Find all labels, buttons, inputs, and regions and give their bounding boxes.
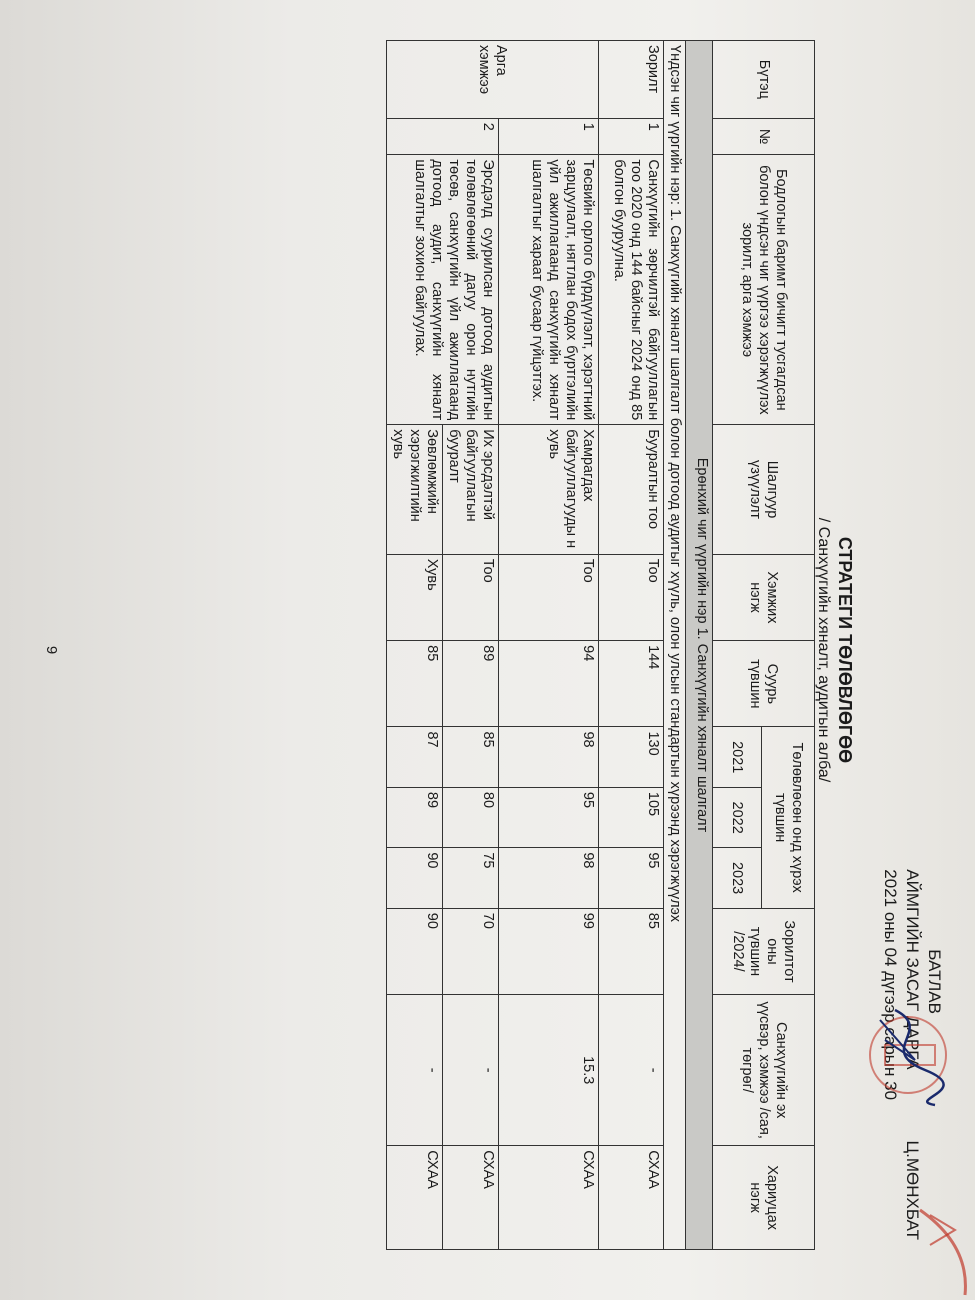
cell-baseline: 144 — [599, 641, 664, 727]
cell-finance: 15.3 — [499, 995, 599, 1146]
page-number: 9 — [43, 645, 60, 655]
page-subtitle: / Санхүүгийн хяналт, аудитын алба/ — [815, 517, 832, 783]
cell-structure: Зорилт — [599, 41, 664, 119]
col-responsible: Хариуцах нэгж — [713, 1146, 815, 1250]
cell-finance: - — [599, 995, 664, 1146]
cell-text: Эрсдэлд суурилсан дотоод аудитын төлөвлөгөөний дагуу орон нутгийн төсөв, санхүүгийн үйл ажиллагаанд дотоод аудит, санхүүгийн хяналт шалгалтыг зохион байгуулах. — [387, 155, 499, 425]
col-indicator: Шалгуур үзүүлэлт — [713, 425, 815, 555]
cell-2021: 98 — [499, 727, 599, 787]
cell-2022: 89 — [387, 787, 443, 847]
approve-label: БАТЛАВ — [925, 949, 944, 1014]
cell-baseline: 85 — [387, 641, 443, 727]
cell-text: Санхүүгийн зөрчилтэй байгууллагын тоо 2020 онд 144 байсныг 2024 онд 85 болгон бууруулна. — [599, 155, 664, 425]
cell-2023: 98 — [499, 848, 599, 908]
cell-no: 2 — [387, 118, 499, 155]
signature-seal-icon — [860, 1000, 955, 1110]
cell-target: 99 — [499, 908, 599, 994]
cell-2023: 90 — [387, 848, 443, 908]
col-baseline: Суурь түвшин — [713, 641, 815, 727]
col-structure: Бүтэц — [713, 41, 815, 119]
cell-2022: 105 — [599, 787, 664, 847]
cell-responsible: СХАА — [443, 1146, 499, 1250]
cell-2022: 80 — [443, 787, 499, 847]
col-2022: 2022 — [713, 787, 762, 847]
col-2023: 2023 — [713, 848, 762, 908]
table-row — [599, 41, 664, 1250]
col-2021: 2021 — [713, 727, 762, 787]
cell-responsible: СХАА — [387, 1146, 443, 1250]
cell-indicator: Хамрагдах байгууллагууды н хувь — [499, 425, 599, 555]
governor-title: АЙМГИЙН ЗАСАГ ДАРГА — [903, 869, 922, 1070]
approval-date: 2021 оны 04 дүгээр сарын 30 — [881, 869, 900, 1101]
cell-2023: 75 — [443, 848, 499, 908]
general-function-row: Ерөнхий чиг үүргийн нэр 1. Санхүүгийн хяналт шалгалт — [686, 41, 713, 1250]
cell-responsible: СХАА — [599, 1146, 664, 1250]
governor-name: Ц.МӨНХБАТ — [903, 1140, 922, 1240]
cell-indicator: Их эрсдэлтэй байгууллагын бууралт — [443, 425, 499, 555]
cell-structure: Арга хэмжээ — [387, 41, 599, 119]
cell-indicator: Зөвлөмжийн хэрэгжилтийн хувь — [387, 425, 443, 555]
cell-2022: 95 — [499, 787, 599, 847]
cell-2023: 95 — [599, 848, 664, 908]
main-function-row: Үндсэн чиг үүргийн нэр: 1. Санхүүгийн хяналт шалгалт болон дотоод аудитыг хүүль, олон улсын стандартын хүрээнд хэрэгжүүлэх — [664, 41, 686, 1250]
cell-target: 90 — [387, 908, 443, 994]
page-title: СТРАТЕГИ ТӨЛӨВЛӨГӨӨ — [835, 536, 855, 764]
cell-unit: Тоо — [599, 554, 664, 640]
cell-2021: 85 — [443, 727, 499, 787]
table-row — [499, 41, 599, 1250]
table-row — [443, 41, 499, 1250]
cell-target: 70 — [443, 908, 499, 994]
cell-finance: - — [443, 995, 499, 1146]
cell-text: Төсвийн орлого бүрдүүлэлт, хэрэгтний зарцуулалт, нягтлан бодох бүртгэлийн үйл ажиллагаанд санхүүгийн хяналт шалгалтыг хараат бусаар гүйцэтгэх. — [499, 155, 599, 425]
cell-responsible: СХАА — [499, 1146, 599, 1250]
cell-no: 1 — [599, 118, 664, 155]
col-unit: Хэмжих нэгж — [713, 554, 815, 640]
cell-unit: Тоо — [499, 554, 599, 640]
col-no: № — [713, 118, 815, 155]
col-finance: Санхүүгийн эх үүсвэр, хэмжээ /сая, төгрөг/ — [713, 995, 815, 1146]
col-target: Зорилтот оны түвшин /2024/ — [713, 908, 815, 994]
cell-2021: 87 — [387, 727, 443, 787]
cell-baseline: 89 — [443, 641, 499, 727]
cell-finance: - — [387, 995, 443, 1146]
col-planned: Төлөвлөсөн онд хүрэх түвшин — [762, 727, 815, 908]
cell-target: 85 — [599, 908, 664, 994]
cell-indicator: Бууралтын тоо — [599, 425, 664, 555]
red-stamp-icon — [915, 1205, 975, 1300]
strategy-table — [386, 40, 815, 1250]
cell-unit: Тоо — [443, 554, 499, 640]
col-policy: Бодлогын баримт бичигт тусгагдсан болон үндсэн чиг үүргээ хэрэгжүүлэх зорилт, арга хэмжээ — [713, 155, 815, 425]
cell-no: 1 — [499, 118, 599, 155]
cell-unit: Хувь — [387, 554, 443, 640]
cell-2021: 130 — [599, 727, 664, 787]
cell-baseline: 94 — [499, 641, 599, 727]
